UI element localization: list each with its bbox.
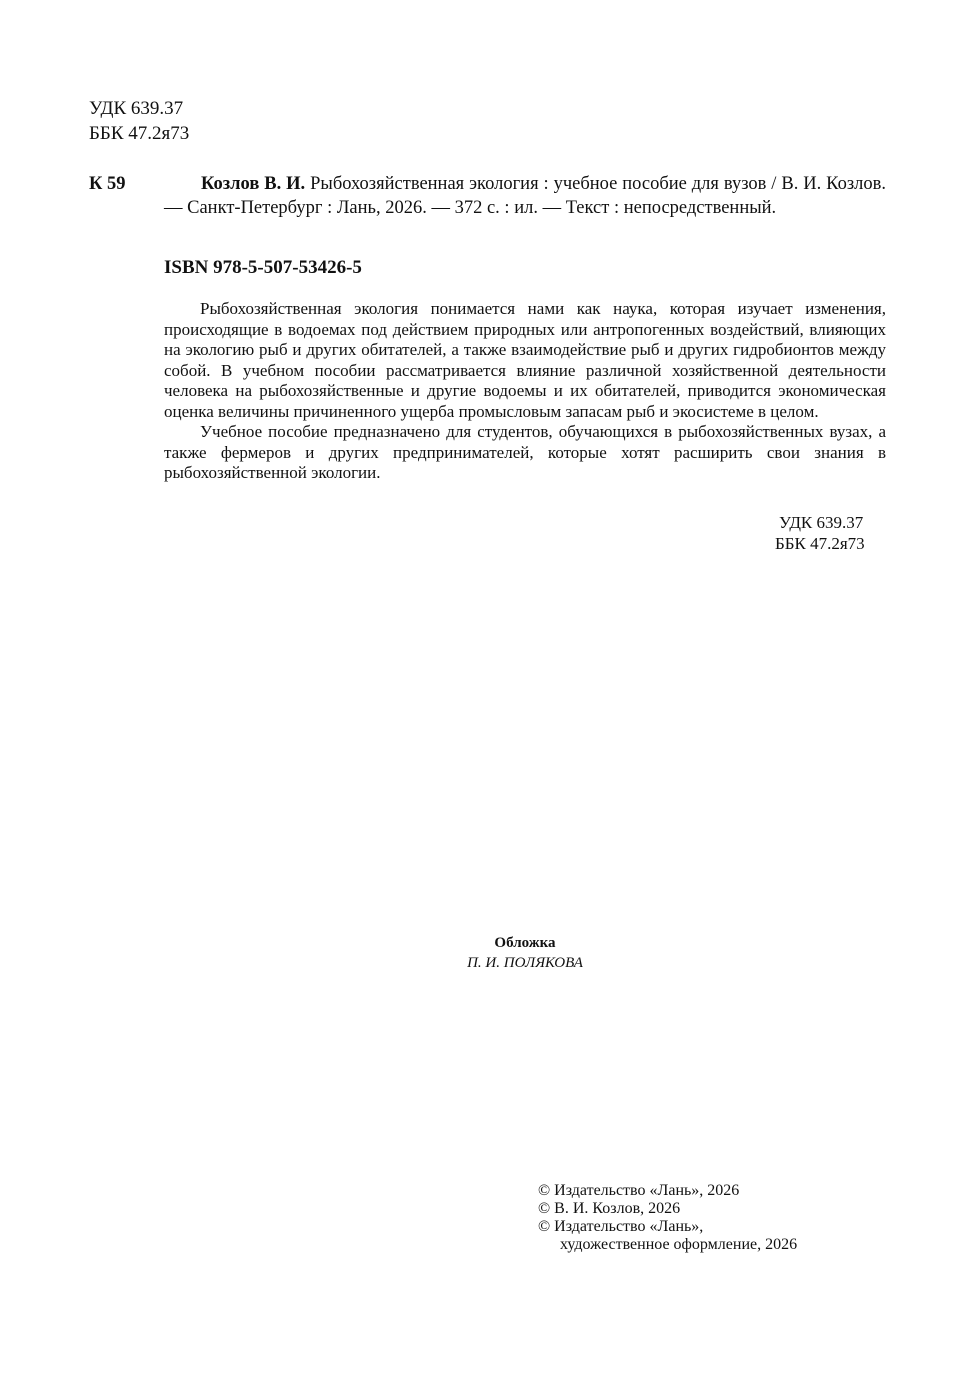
isbn: ISBN 978-5-507-53426-5 [164, 257, 362, 278]
bbk-code: ББК 47.2я73 [89, 123, 190, 144]
author-name: Козлов В. И. [201, 174, 306, 194]
copyright-block [538, 1182, 797, 1254]
copyright-line: художественное оформление, 2026 [560, 1236, 798, 1253]
classification-bottom [775, 512, 865, 554]
abstract [164, 299, 886, 484]
bibliographic-entry [89, 172, 886, 220]
bibliographic-reference [164, 172, 886, 220]
author-mark: К 59 [89, 174, 126, 194]
abstract-paragraph: Учебное пособие предназначено для студентов, обучающихся в рыбохозяйственных вузах, а также фермеров и других предпринимателей, которые хотят расширить свои знания в рыбохозяйственной экологии. [164, 422, 886, 482]
copyright-line: © В. И. Козлов, 2026 [538, 1200, 681, 1217]
cover-credit [0, 933, 976, 973]
copyright-line: © Издательство «Лань», 2026 [538, 1182, 740, 1199]
udk-code: УДК 639.37 [779, 513, 864, 532]
udk-code: УДК 639.37 [89, 98, 184, 119]
bbk-code: ББК 47.2я73 [775, 534, 865, 553]
cover-label: Обложка [494, 935, 556, 951]
cover-designer: П. И. ПОЛЯКОВА [467, 955, 583, 971]
reference-text: Рыбохозяйственная экология : учебное пособие для вузов / В. И. Козлов. — Санкт-Петербург : Лань, 2026. — 372 с. : ил. — Текст : непосредственный. [164, 174, 886, 218]
abstract-paragraph: Рыбохозяйственная экология понимается нами как наука, которая изучает изменения, происходящие в водоемах под действием природных или антропогенных воздействий, влияющих на экологию рыб и других обитателей, а также взаимодействие рыб и других гидробионтов между собой. В учебном пособии рассматривается влияние различной хозяйственной деятельности человека на рыбохозяйственные и другие водоемы и их обитателей, приводится экономическая оценка величины причиненного ущерба промысловым запасам рыб и экосистеме в целом. [164, 299, 886, 421]
copyright-line: © Издательство «Лань», [538, 1218, 704, 1235]
classification-top [89, 96, 189, 146]
